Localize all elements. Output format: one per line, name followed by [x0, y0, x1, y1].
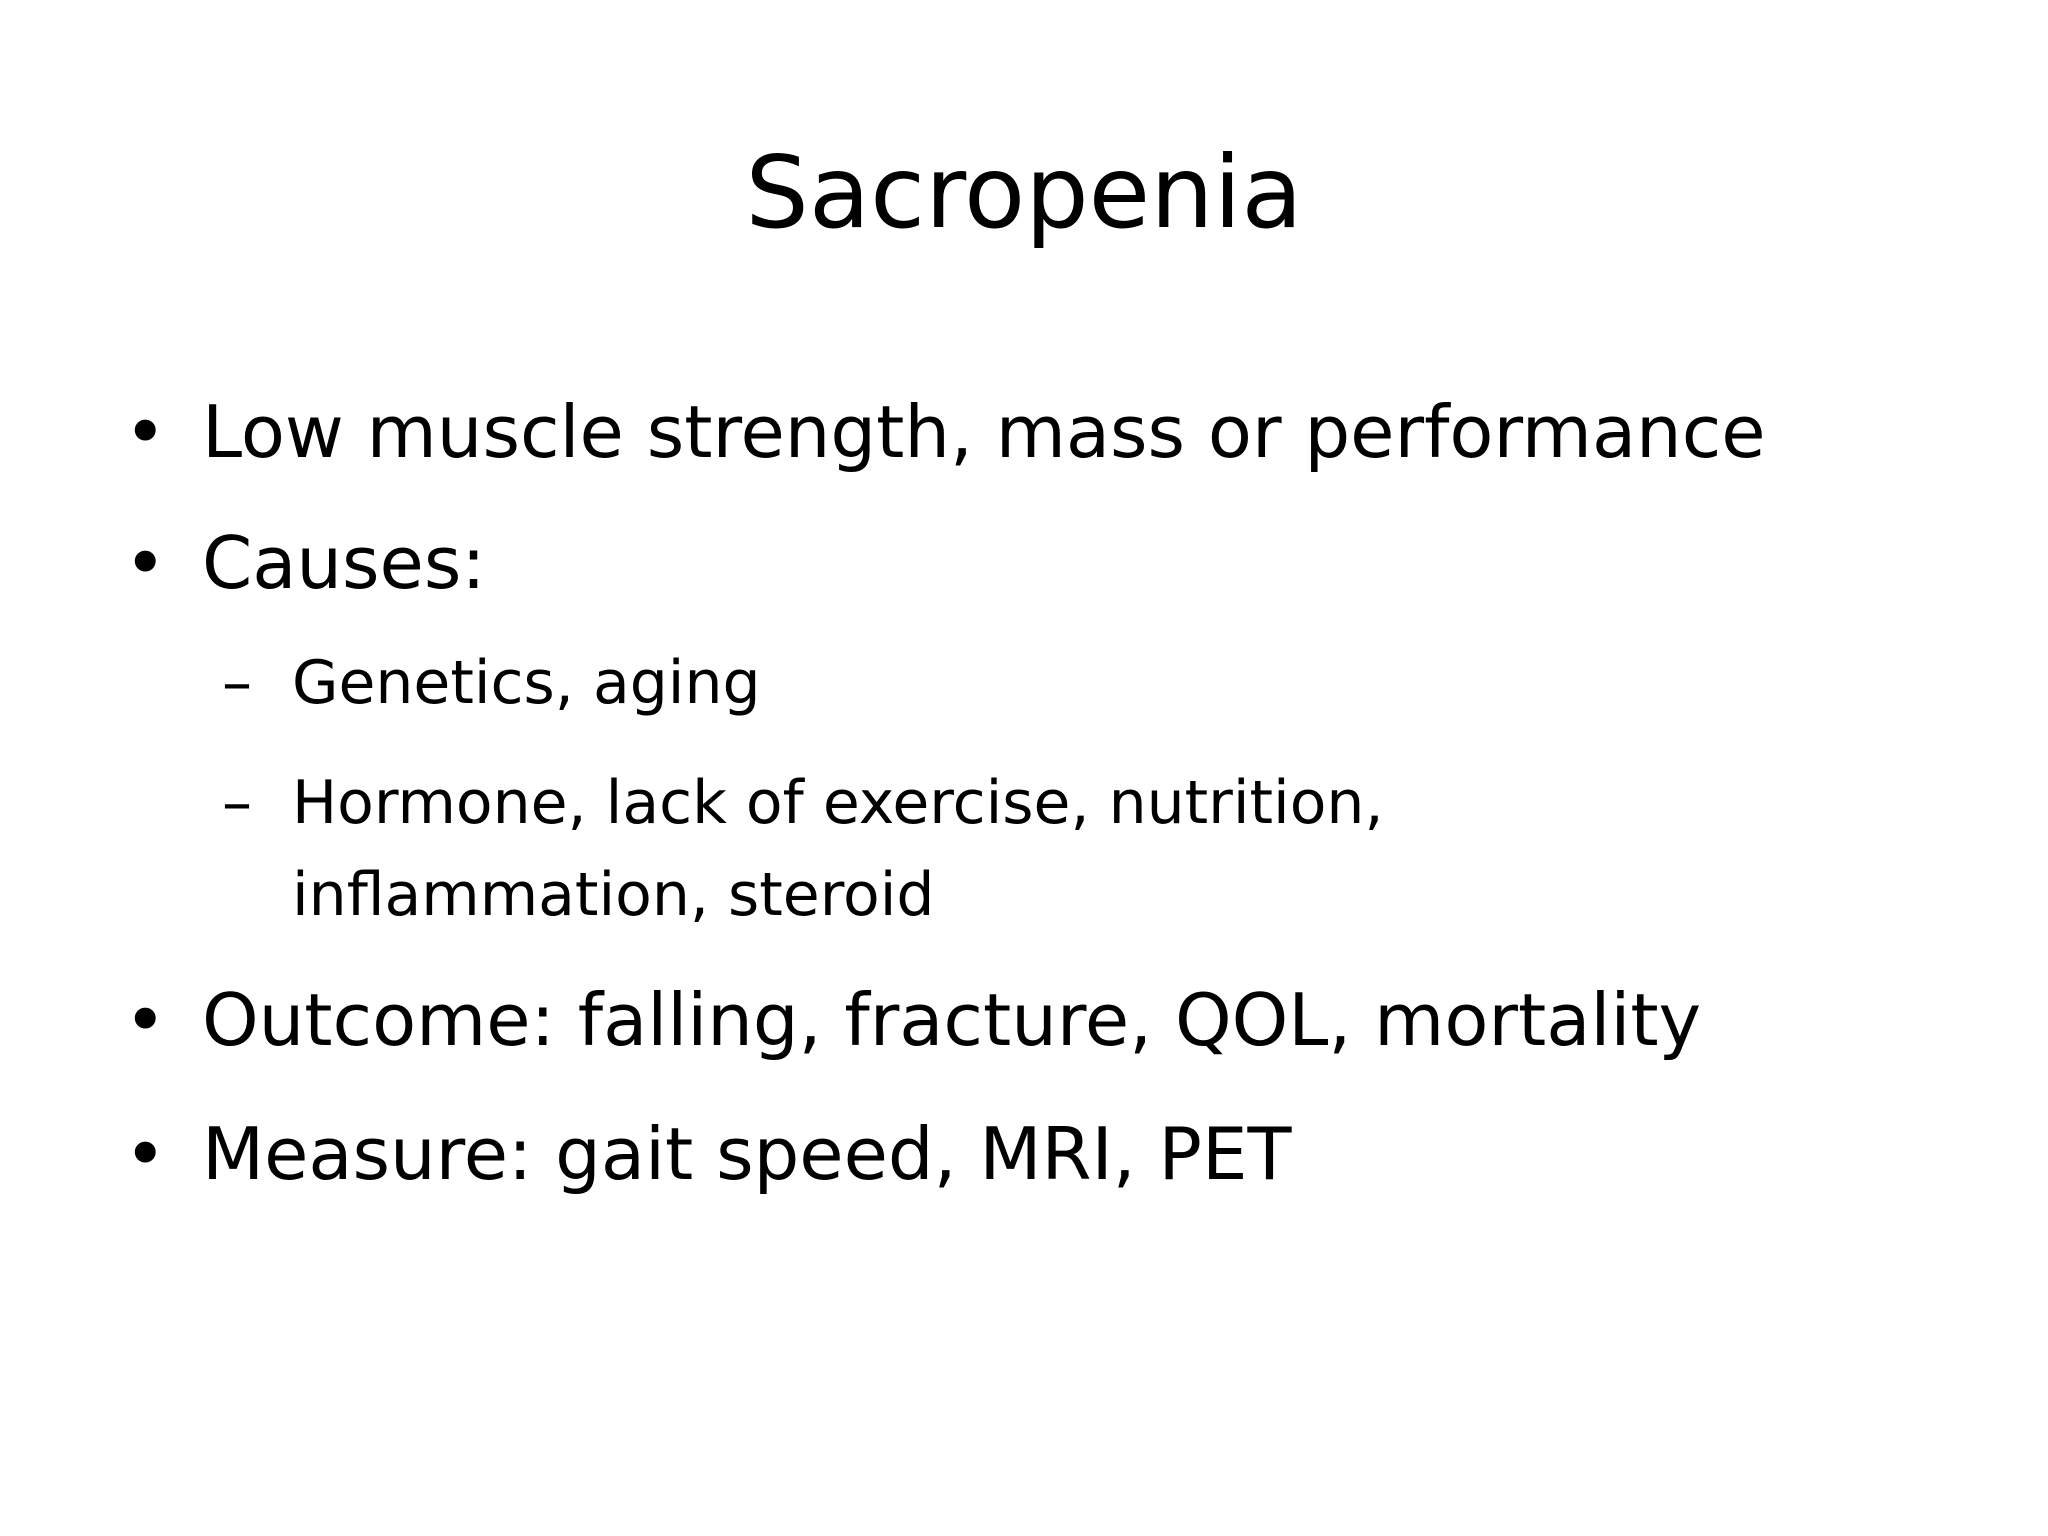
- bullet-item: [124, 518, 486, 608]
- bullet-item: [124, 975, 1702, 1065]
- bullet-text: Causes:: [202, 521, 486, 605]
- bullet-marker: •: [124, 521, 167, 605]
- sub-bullet-text: Genetics, aging: [292, 648, 761, 718]
- sub-bullet-item: [222, 637, 761, 729]
- sub-bullet-marker: –: [222, 768, 252, 838]
- slide-title: Sacropenia: [745, 134, 1303, 251]
- bullet-text: Outcome: falling, fracture, QOL, mortality: [202, 978, 1702, 1062]
- bullet-marker: •: [124, 390, 167, 474]
- bullet-text: Measure: gait speed, MRI, PET: [202, 1112, 1292, 1196]
- bullet-marker: •: [124, 978, 167, 1062]
- bullet-item: [124, 387, 1766, 477]
- bullet-item: [124, 1109, 1292, 1199]
- bullet-text: Low muscle strength, mass or performance: [202, 390, 1766, 474]
- sub-bullet-item: [222, 757, 1592, 941]
- sub-bullet-text: Hormone, lack of exercise, nutrition, inflammation, steroid: [292, 768, 1384, 930]
- sub-bullet-marker: –: [222, 648, 252, 718]
- bullet-marker: •: [124, 1112, 167, 1196]
